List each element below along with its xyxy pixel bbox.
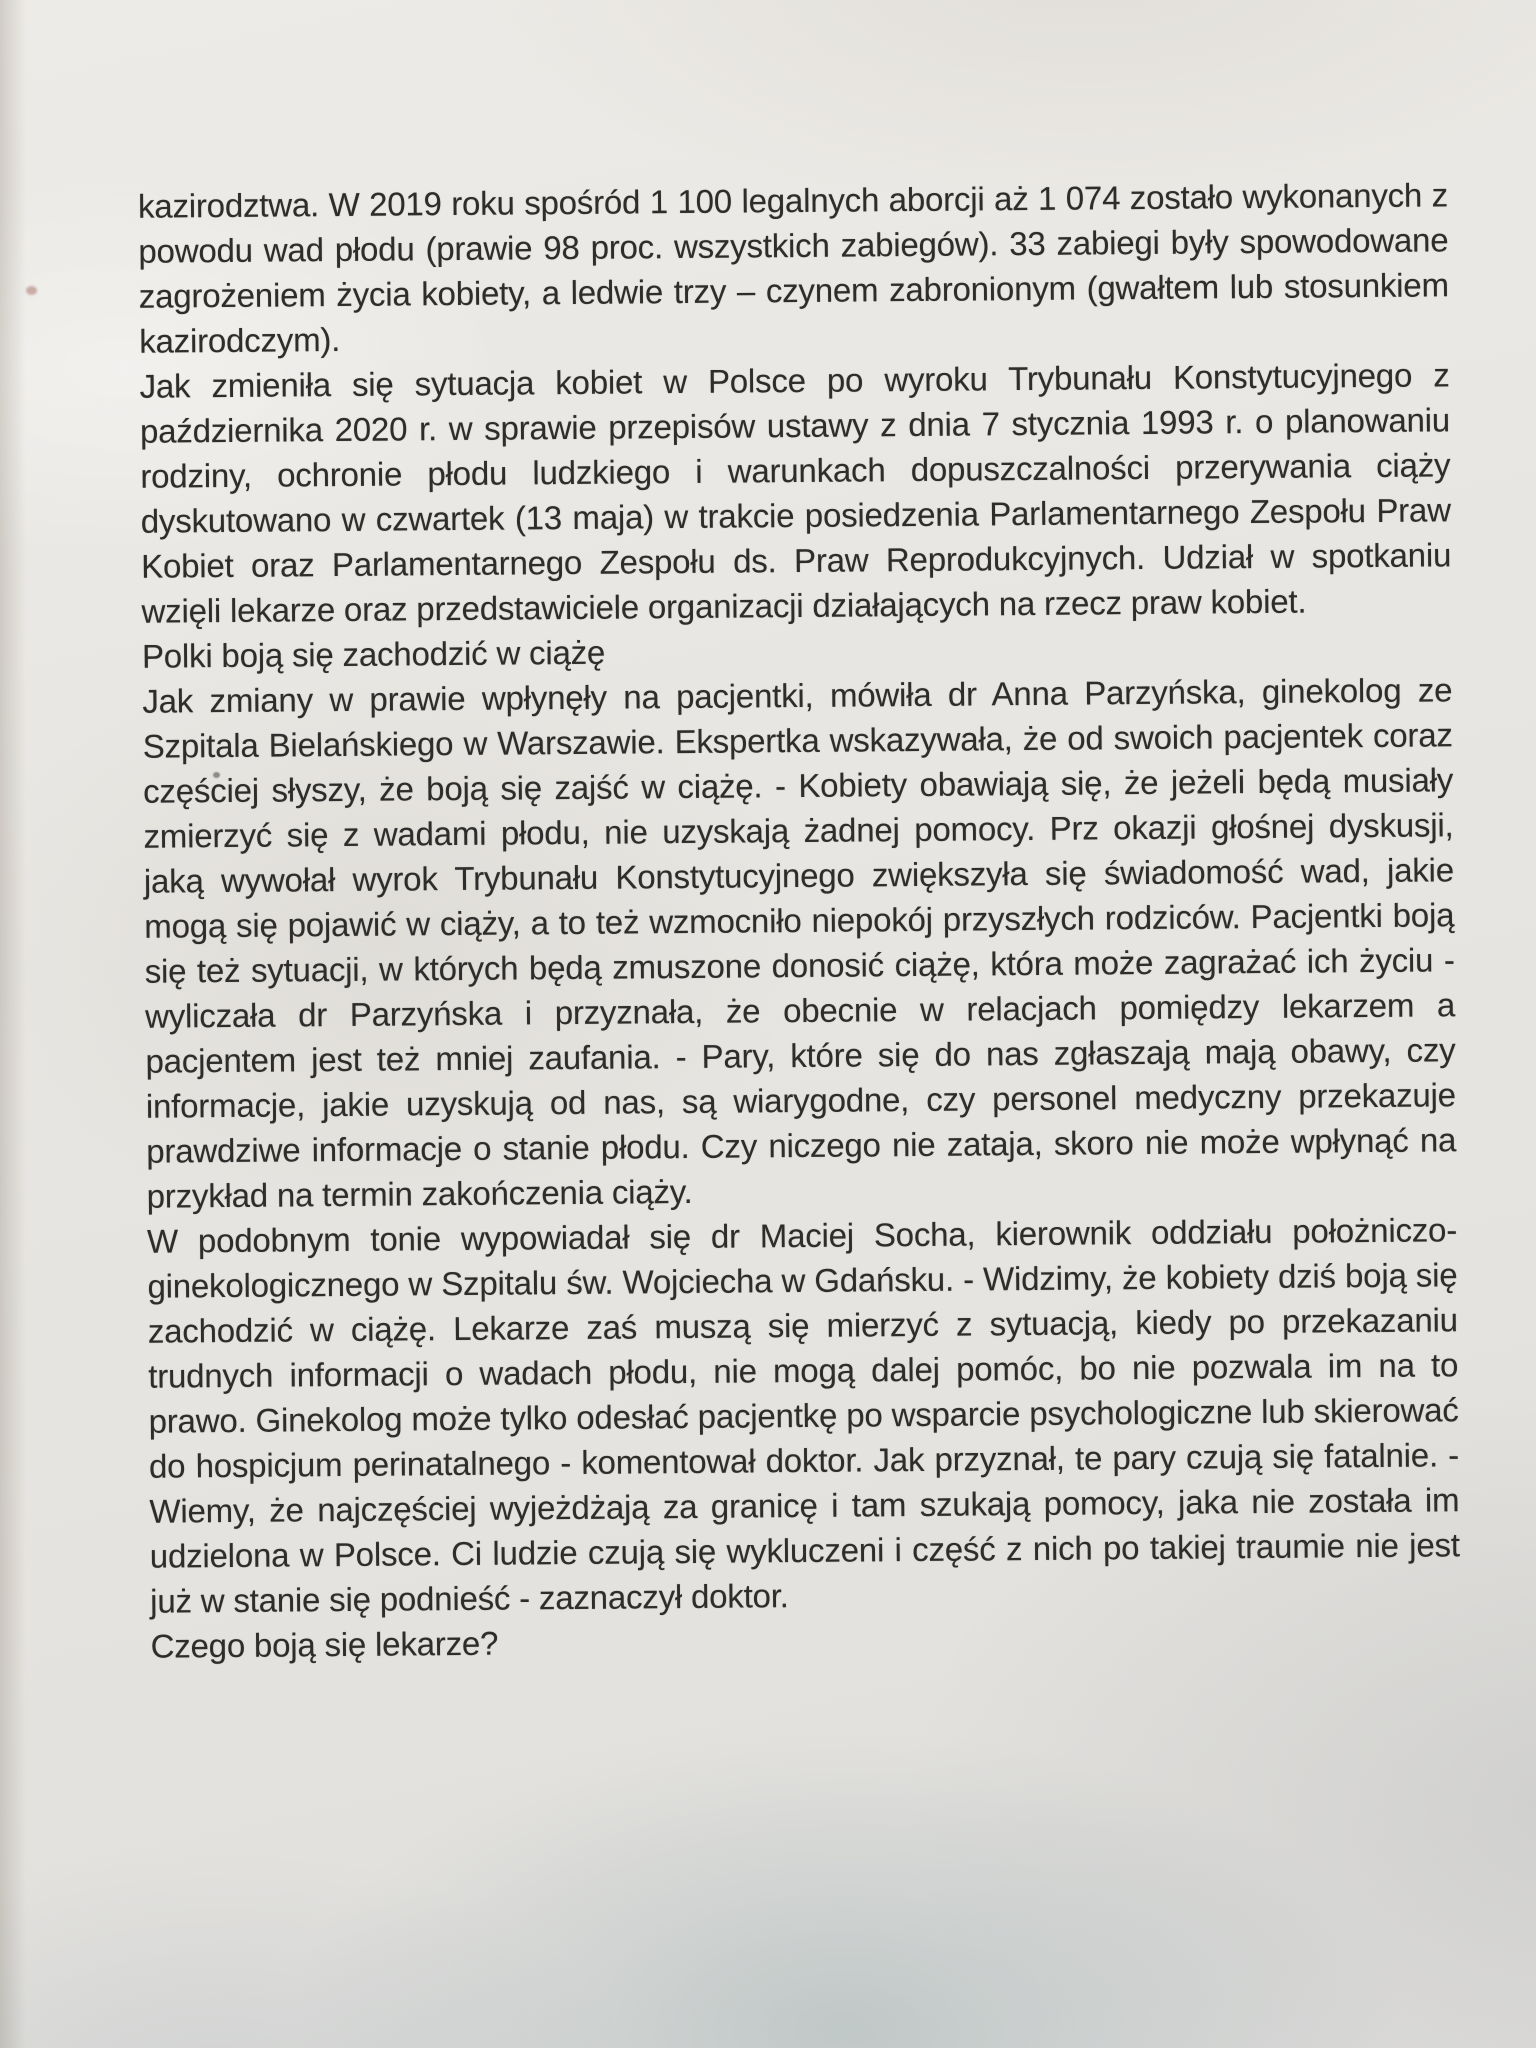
paragraph-abortion-stats: kazirodztwa. W 2019 roku spośród 1 100 legalnych aborcji aż 1 074 zostało wykonanych z powodu wad płodu (prawie 98 proc. wszystkich zabiegów). 33 zabiegi były spowodowane zagrożeniem życia kobiety, a ledwie trzy – czynem zabronionym (gwałtem lub stosunkiem kazirodczym). [137, 176, 1449, 360]
heading-polki-boja-sie: Polki boją się zachodzić w ciążę [141, 633, 606, 675]
heading-czego-boja-sie-lekarze: Czego boją się lekarze? [150, 1624, 499, 1665]
paragraph-tribunal-meeting: Jak zmieniła się sytuacja kobiet w Polsce po wyroku Trybunału Konstytucyjnego z października 2020 r. w sprawie przepisów ustawy z dnia 7 stycznia 1993 r. o planowaniu rodziny, ochronie płodu ludzkiego i warunkach dopuszczalności przerywania ciąży dyskutowano w czwartek (13 maja) w trakcie posiedzenia Parlamentarnego Zespołu Praw Kobiet oraz Parlamentarnego Zespołu ds. Praw Reprodukcyjnych. Udział w spotkaniu wzięli lekarze oraz przedstawiciele organizacji działających na rzecz praw kobiet. [139, 356, 1452, 630]
paragraph-dr-socha: W podobnym tonie wypowiadał się dr Maciej Socha, kierownik oddziału położniczo-ginekologicznego w Szpitalu św. Wojciecha w Gdańsku. - Widzimy, że kobiety dziś boją się zachodzić w ciążę. Lekarze zaś muszą się mierzyć z sytuacją, kiedy po przekazaniu trudnych informacji o wadach płodu, nie mogą dalej pomóc, bo nie pozwala im na to prawo. Ginekolog może tylko odesłać pacjentkę po wsparcie psychologiczne lub skierować do hospicjum perinatalnego - komentował doktor. Jak przyznał, te pary czują się fatalnie. - Wiemy, że najczęściej wyjeżdżają za granicę i tam szukają pomocy, jaka nie została im udzielona w Polsce. Ci ludzie czują się wykluczeni i część z nich po takiej traumie nie jest już w stanie się podnieść - zaznaczył doktor. [146, 1211, 1460, 1620]
page-content [138, 172, 1461, 1668]
paper-edge-shadow [0, 0, 26, 2048]
paragraph-dr-parzynska: Jak zmiany w prawie wpłynęły na pacjentki, mówiła dr Anna Parzyńska, ginekolog ze Szpitala Bielańskiego w Warszawie. Ekspertka wskazywała, że od swoich pacjentek coraz częściej słyszy, że boją się zajść w ciążę. - Kobiety obawiają się, że jeżeli będą musiały zmierzyć się z wadami płodu, nie uzyskają żadnej pomocy. Prz okazji głośnej dyskusji, jaką wywołał wyrok Trybunału Konstytucyjnego zwiększyła się świadomość wad, jakie mogą się pojawić w ciąży, a to też wzmocniło niepokój przyszłych rodziców. Pacjentki boją się też sytuacji, w których będą zmuszone donosić ciążę, która może zagrażać ich życiu - wyliczała dr Parzyńska i przyznała, że obecnie w relacjach pomiędzy lekarzem a pacjentem jest też mniej zaufania. - Pary, które się do nas zgłaszają mają obawy, czy informacje, jakie uzyskują od nas, są wiarygodne, czy personel medyczny przekazuje prawdziwe informacje o stanie płodu. Czy niczego nie zataja, skoro nie może wpłynąć na przykład na termin zakończenia ciąży. [142, 671, 1457, 1215]
paper-speck [26, 286, 37, 295]
